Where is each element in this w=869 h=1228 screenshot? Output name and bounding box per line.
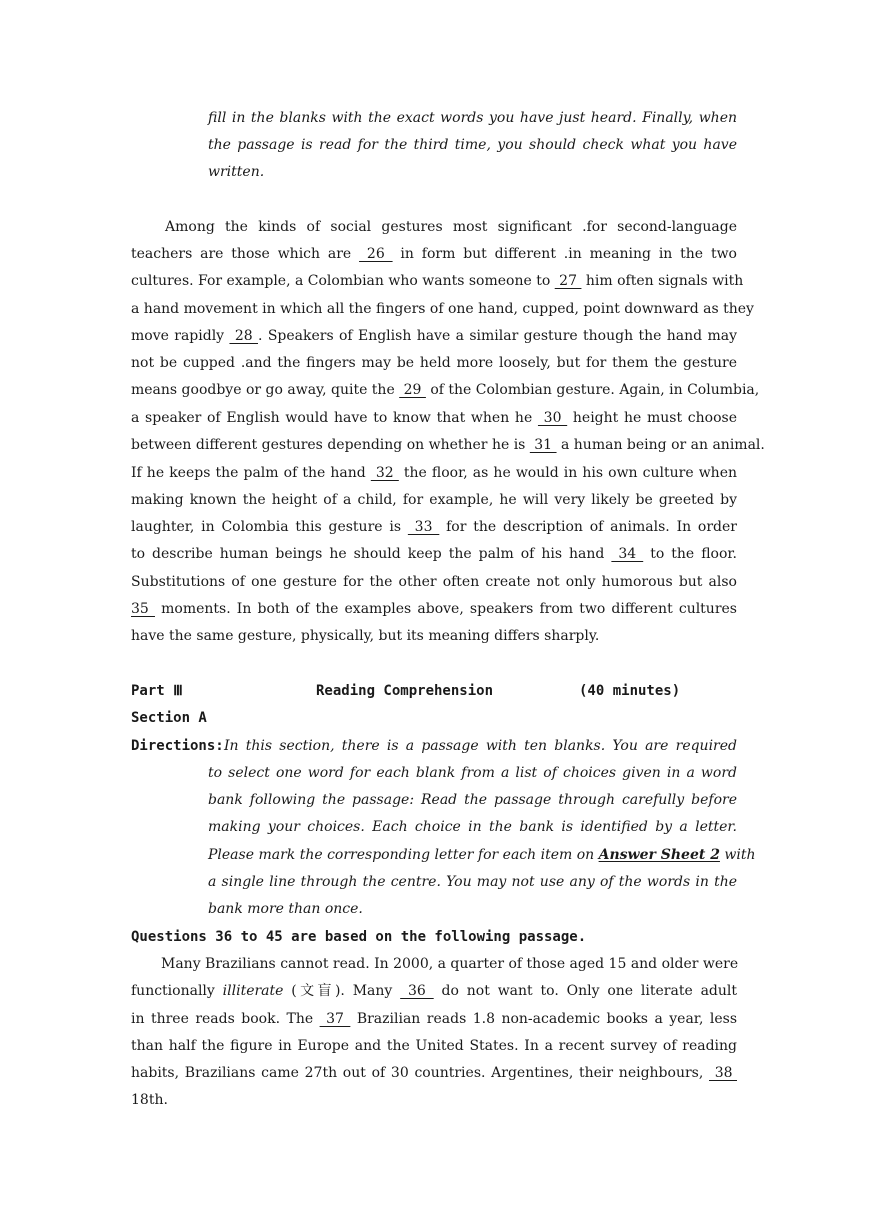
passage1-line: means goodbye or go away, quite the 29 of the Colombian gesture. Again, in Columbia, [131,382,760,398]
passage2-line: than half the figure in Europe and the United States. In a recent survey of reading [131,1038,737,1054]
part-time: (40 minutes) [579,683,681,699]
directions-line-1: In this section, there is a passage with ten blanks. You are required [224,738,737,754]
blank-37: 37 [319,1011,351,1027]
passage1-line: laughter, in Colombia this gesture is 33 for the description of animals. In order [131,519,737,535]
blank-27: 27 [554,273,582,289]
part-title: Reading Comprehension [316,683,494,699]
passage2-line: 18th. [131,1092,168,1108]
blank-36: 36 [400,983,434,999]
passage2-line: habits, Brazilians came 27th out of 30 countries. Argentines, their neighbours, 38 [131,1065,737,1081]
passage1-line: cultures. For example, a Colombian who wants someone to 27 him often signals with [131,273,744,289]
blank-28: 28 [229,328,258,344]
passage1-line: not be cupped .and the fingers may be held more loosely, but for them the gesture [131,355,737,371]
blank-29: 29 [399,382,426,398]
passage1-line: move rapidly 28 . Speakers of English have a similar gesture though the hand may [131,328,737,344]
answer-sheet-reference: Answer Sheet 2 [598,847,720,863]
directions-line-3: bank following the passage: Read the passage through carefully before [208,792,737,808]
passage1-line: have the same gesture, physically, but its meaning differs sharply. [131,628,600,644]
passage1-line: 35 moments. In both of the examples above, speakers from two different cultures [131,601,737,617]
passage1-line: Among the kinds of social gestures most significant .for second-language [165,219,737,235]
directions-line-4: making your choices. Each choice in the bank is identified by a letter. [208,819,737,835]
passage1-line: between different gestures depending on whether he is 31 a human being or an animal. [131,437,765,453]
blank-35: 35 [131,601,155,617]
passage1-line: Substitutions of one gesture for the other often create not only humorous but also [131,574,737,590]
passage1-line: a hand movement in which all the fingers of one hand, cupped, point downward as they [131,301,754,317]
directions-line-2: to select one word for each blank from a list of choices given in a word [208,765,737,781]
directions-label: Directions: [131,738,224,754]
blank-38: 38 [709,1065,737,1081]
blank-31: 31 [529,437,557,453]
passage1-line: making known the height of a child, for example, he will very likely be greeted by [131,492,737,508]
passage2-line: Many Brazilians cannot read. In 2000, a quarter of those aged 15 and older were [161,956,739,972]
passage1-line: a speaker of English would have to know that when he 30 height he must choose [131,410,737,426]
questions-heading: Questions 36 to 45 are based on the following passage. [131,929,587,945]
passage1-line: to describe human beings he should keep the palm of his hand 34 to the floor. [131,546,737,562]
passage1-line: If he keeps the palm of the hand 32 the floor, as he would in his own culture when [131,465,738,481]
blank-32: 32 [370,465,399,481]
directions-line-7: bank more than once. [208,901,363,917]
part-label: Part Ⅲ [131,683,183,699]
blank-30: 30 [537,410,568,426]
intro-directions-line-1: fill in the blanks with the exact words you have just heard. Finally, when [208,110,737,126]
intro-directions-line-2: the passage is read for the third time, you should check what you have [208,137,737,153]
directions-line-6: a single line through the centre. You may not use any of the words in the [208,874,737,890]
passage2-line: in three reads book. The 37 Brazilian reads 1.8 non-academic books a year, less [131,1011,738,1027]
passage2-line: functionally illiterate (文盲). Many 36 do not want to. Only one literate adult [131,983,738,999]
blank-26: 26 [359,246,393,262]
blank-33: 33 [407,519,440,535]
section-heading: Section A [131,710,207,726]
intro-directions-line-3: written. [208,164,265,180]
passage1-line: teachers are those which are 26 in form but different .in meaning in the two [131,246,737,262]
blank-34: 34 [611,546,644,562]
directions-line-5: Please mark the corresponding letter for each item on Answer Sheet 2 with [208,847,756,863]
